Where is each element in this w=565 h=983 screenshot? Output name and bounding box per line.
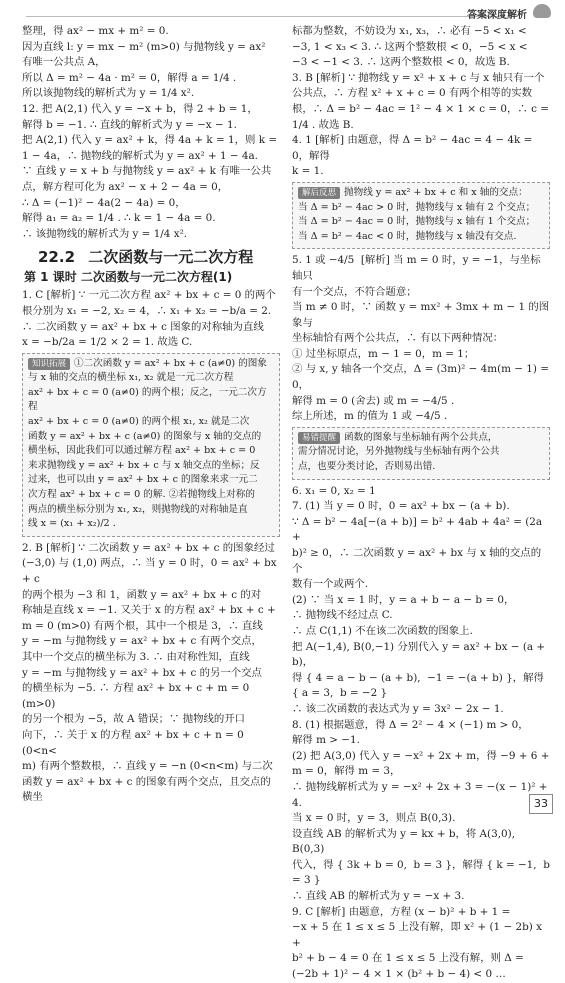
text-line: 点，解方程可化为 ax² − x + 2 − 4a = 0， — [22, 180, 229, 193]
text-line: ∴ 二次函数 y = ax² + bx + c 图象的对称轴为直线 — [22, 320, 264, 333]
text-line: 因为直线 l: y = mx − m² (m>0) 与抛物线 y = ax² — [22, 40, 266, 53]
text-line: 有一个交点，不符合题意； — [292, 285, 417, 298]
text-line: ∴ 该抛物线的解析式为 y = 1/4 x². — [22, 227, 188, 240]
box-tag: 知识拓展 — [28, 358, 70, 370]
item-6 — [292, 484, 550, 500]
reflection-box — [292, 182, 550, 249]
text-line: 横坐标，因此我们可以通过解方程 ax² + bx + c = 0 — [28, 445, 256, 457]
lesson-label: 第 1 课时 — [24, 270, 77, 285]
text-line: 线 x = (x₁ + x₂)/2 . — [28, 518, 116, 530]
text-line: −3, 1 < x₃ < 3. ∴ 这两个整数根 < 0，−5 < x < — [292, 40, 528, 53]
text-line: 4. 1 [解析] 由题意，得 Δ = b² − 4ac = 4 − 4k = 0，解得 — [292, 134, 536, 162]
text-line: (2) ∵ 当 x = 1 时，y = a + b − a − b = 0， — [292, 593, 515, 606]
text-line: 需分情况讨论，另外抛物线与坐标轴有两个公共 — [298, 446, 500, 458]
item-8 — [292, 718, 554, 905]
page-number: 33 — [529, 794, 553, 814]
text-line: ax² + bx + c = 0 (a≠0) 的两个根；反之，一元二次方程 — [28, 386, 267, 413]
text-line: 其中一个交点的横坐标为 3. ∴ 由对称性知，直线 — [22, 650, 250, 663]
text-line: 坐标轴恰有两个公共点，∴ 有以下两种情况： — [292, 332, 504, 345]
text-line: 与 x 轴的交点的横坐标 x₁, x₂ 就是一元二次方程 — [28, 372, 234, 384]
text-line: 根，∴ Δ = b² − 4ac = 1² − 4 × 1 × c = 0，∴ c = 1/4 . 故选 B. — [292, 102, 553, 131]
item-5 — [292, 253, 553, 425]
text-line: ∴ 直线 AB 的解析式为 y = −x + 3. — [292, 890, 465, 903]
text-line: 根分别为 x₁ = −2, x₂ = 4，∴ x₁ + x₂ = −b/a = 2. — [22, 304, 272, 317]
text-line: 代入，得 { 3k + b = 0, b = 3 }，解得 { k = −1, b = 3 } — [292, 858, 554, 887]
text-line: 当 Δ = b² − 4ac = 0 时，抛物线与 x 轴有 1 个交点； — [298, 216, 536, 228]
item-12 — [22, 102, 280, 242]
text-line: 得 { 4 = a − b − (a + b), −1 = −(a + b) }，解得 { a = 3, b = −2 } — [292, 671, 548, 700]
text-line: 当 m ≠ 0 时，∵ 函数 y = mx² + 3mx + m − 1 的图象与 — [292, 301, 550, 329]
text-line: 数有一个或两个. — [292, 578, 369, 591]
text-line: 9. C [解析] 由题意，方程 (x − b)² + b + 1 = — [292, 905, 511, 918]
text-line: 解得 m = 0 (舍去) 或 m = −4/5 . — [292, 394, 455, 407]
text-line: 次方程 ax² + bx + c = 0 的解. ②若抛物线上对称的 — [28, 489, 255, 501]
item-2 — [22, 541, 280, 806]
text-line: 1. C [解析] ∵ 一元二次方程 ax² + bx + c = 0 的两个 — [22, 289, 276, 302]
text-line: 有唯一公共点 A， — [22, 56, 106, 69]
text-line: 解得 m > −1. — [292, 734, 360, 747]
text-line: 当 Δ = b² − 4ac < 0 时，抛物线与 x 轴没有交点. — [298, 230, 517, 242]
text-line: (−3,0) 与 (1,0) 两点，∴ 当 y = 0 时，0 = ax² + bx + c — [22, 557, 280, 585]
text-line: b)² ≥ 0，∴ 二次函数 y = ax² + bx 与 x 轴的交点的个 — [292, 547, 542, 575]
text-line: 称轴是直线 x = −1. 又关于 x 的方程 ax² + bx + c + — [22, 604, 276, 617]
text-line: ∵ Δ = b² − 4a[−(a + b)] = b² + 4ab + 4a² = (2a + — [292, 515, 546, 544]
header-brand: 答案深度解析 — [467, 10, 527, 21]
right-column — [292, 24, 554, 983]
section-title — [38, 246, 280, 268]
left-column — [22, 24, 280, 806]
text-line: x = −b/2a = 1/2 × 2 = 1. 故选 C. — [22, 336, 193, 349]
text-line: 1 − 4a，∴ 抛物线的解析式为 y = ax² + 1 − 4a. — [22, 149, 258, 162]
text-line: m = 0，解得 m = 3， — [292, 765, 401, 778]
text-line: (2) 把 A(3,0) 代入 y = −x² + 2x + m，得 −9 + 6 + — [292, 749, 550, 762]
text-line: k = 1. — [292, 165, 324, 178]
text-line: 所以 Δ = m² − 4a · m² = 0，解得 a = 1/4 . — [22, 71, 237, 84]
text-line: 的横坐标为 −5. ∴ 方程 ax² + bx + c + m = 0 (m>0) — [22, 682, 253, 710]
text-line: ∴ 抛物线解析式为 y = −x² + 2x + 3 = −(x − 1)² + 4. — [292, 780, 551, 809]
text-line: −x + 5 在 1 ≤ x ≤ 5 上没有解，即 x² + (1 − 2b) x + — [292, 921, 546, 949]
text-line: 2. B [解析] ∵ 二次函数 y = ax² + bx + c 的图象经过 — [22, 541, 275, 554]
lesson-title — [24, 268, 280, 286]
text-line: 的两个根为 −3 和 1，函数 y = ax² + bx + c 的对 — [22, 588, 262, 601]
section-number: 22.2 — [38, 248, 76, 267]
text-line: ∴ 点 C(1,1) 不在该二次函数的图象上. — [292, 624, 473, 637]
knowledge-extension-box — [22, 353, 280, 537]
text-line: −3 < −1 < 3. ∴ 这两个整数根 < 0，故选 B. — [292, 56, 510, 69]
text-line: 公共点，∴ 方程 x² + x + c = 0 有两个相等的实数 — [292, 87, 533, 100]
text-line: 过来，也可以由 y = ax² + bx + c 的图象来求一元二 — [28, 474, 258, 486]
text-line: m = 0 (m>0) 有两个根，其中一个根是 3，∴ 直线 — [22, 619, 263, 632]
box-tag: 易错提醒 — [298, 432, 340, 444]
text-line: ② 与 x, y 轴各一个交点，Δ = (3m)² − 4m(m − 1) = 0， — [292, 363, 553, 392]
text-line: 的另一个根为 −5，故 A 错误；∵ 抛物线的开口 — [22, 713, 246, 726]
text-line: 7. (1) 当 y = 0 时，0 = ax² + bx − (a + b). — [292, 500, 510, 513]
section-title-text: 二次函数与一元二次方程 — [88, 248, 254, 267]
text-line: ∴ 抛物线不经过点 C. — [292, 609, 393, 622]
page-header — [0, 0, 565, 24]
text-line: 解得 a₁ = a₂ = 1/4 . ∴ k = 1 − 4a = 0. — [22, 212, 216, 225]
text-line: y = −m 与抛物线 y = ax² + bx + c 的另一个交点 — [22, 666, 262, 679]
text-line: 当 Δ = b² − 4ac > 0 时，抛物线与 x 轴有 2 个交点； — [298, 201, 536, 213]
text-line: 解得 b = −1. ∴ 直线的解析式为 y = −x − 1. — [22, 118, 237, 131]
item-1 — [22, 288, 280, 350]
text-line: 来求抛物线 y = ax² + bx + c 与 x 轴交点的坐标；反 — [28, 459, 260, 471]
text-line: 所以该抛物线的解析式为 y = 1/4 x². — [22, 87, 195, 100]
text-line: 函数 y = ax² + bx + c (a≠0) 的图象与 x 轴的交点的 — [28, 430, 262, 442]
lesson-title-text: 二次函数与一元二次方程(1) — [80, 270, 233, 285]
text-line: ∴ 该二次函数的表达式为 y = 3x² − 2x − 1. — [292, 702, 504, 715]
text-line: 把 A(−1,4), B(0,−1) 分别代入 y = ax² + bx − (a + b)， — [292, 640, 549, 669]
intro-block — [22, 24, 280, 102]
text-line: 当 x = 0 时，y = 3，则点 B(0,3). — [292, 812, 456, 825]
text-line: ①二次函数 y = ax² + bx + c (a≠0) 的图象 — [74, 357, 267, 369]
text-line: 向下，∴ 关于 x 的方程 ax² + bx + c + n = 0 (0<n< — [22, 728, 248, 757]
item-4 — [292, 133, 550, 180]
box-tag: 解后反思 — [298, 187, 340, 199]
text-line: 标都为整数，不妨设为 x₁, x₃，∴ 必有 −5 < x₁ < — [292, 25, 527, 37]
header-rule — [26, 16, 505, 17]
text-line: 12. 把 A(2,1) 代入 y = −x + b，得 2 + b = 1， — [22, 102, 258, 115]
text-line: 6. x₁ = 0, x₂ = 1 — [292, 484, 376, 497]
text-line: 函数 y = ax² + bx + c 的图象有两个交点，且交点的横坐 — [22, 775, 271, 804]
text-line: 整理，得 ax² − mx + m² = 0. — [22, 25, 169, 37]
text-line: m) 有两个整数根，∴ 直线 y = −n (0<n<m) 与二次 — [22, 760, 273, 773]
text-line: 点，也要分类讨论，否则易出错. — [298, 461, 436, 473]
text-line: 8. (1) 根据题意，得 Δ = 2² − 4 × (−1) m > 0， — [292, 718, 529, 731]
text-line: b² + b − 4 = 0 在 1 ≤ x ≤ 5 上没有解，则 Δ = — [292, 952, 524, 965]
text-line: 两点的横坐标分别为 x₁, x₂，则抛物线的对称轴是直 — [28, 503, 248, 515]
item-3 — [292, 71, 553, 133]
text-line: ∴ Δ = (−1)² − 4a(2 − 4a) = 0， — [22, 196, 186, 209]
text-line: 综上所述，m 的值为 1 或 −4/5 . — [292, 410, 448, 423]
text-line: 5. 1 或 −4/5 [解析] 当 m = 0 时，y = −1，与坐标轴只 — [292, 254, 541, 282]
text-line: y = −m 与抛物线 y = ax² + bx + c 有两个交点， — [22, 635, 262, 648]
text-line: 设直线 AB 的解析式为 y = kx + b，将 A(3,0), B(0,3) — [292, 827, 519, 856]
text-line: ax² + bx + c = 0 (a≠0) 的两个根 x₁, x₂ 就是二次 — [28, 416, 250, 428]
text-line: 抛物线 y = ax² + bx + c 和 x 轴的交点： — [344, 186, 528, 198]
text-line: (−2b + 1)² − 4 × 1 × (b² + b − 4) < 0 … — [292, 968, 506, 981]
brand-logo-icon — [533, 4, 551, 18]
text-line: 3. B [解析] ∵ 抛物线 y = x² + x + c 与 x 轴只有一个 — [292, 71, 545, 84]
text-line: 函数的图象与坐标轴有两个公共点， — [344, 431, 498, 443]
item-9 — [292, 905, 550, 983]
item-7 — [292, 499, 550, 717]
text-line: ∵ 直线 y = x + b 与抛物线 y = ax² + k 有唯一公共 — [22, 165, 272, 178]
text-line: 把 A(2,1) 代入 y = ax² + k，得 4a + k = 1，则 k = — [22, 134, 278, 147]
error-warning-box — [292, 427, 550, 480]
text-line: ① 过坐标原点，m − 1 = 0，m = 1； — [292, 347, 475, 360]
continued-block — [292, 24, 550, 71]
